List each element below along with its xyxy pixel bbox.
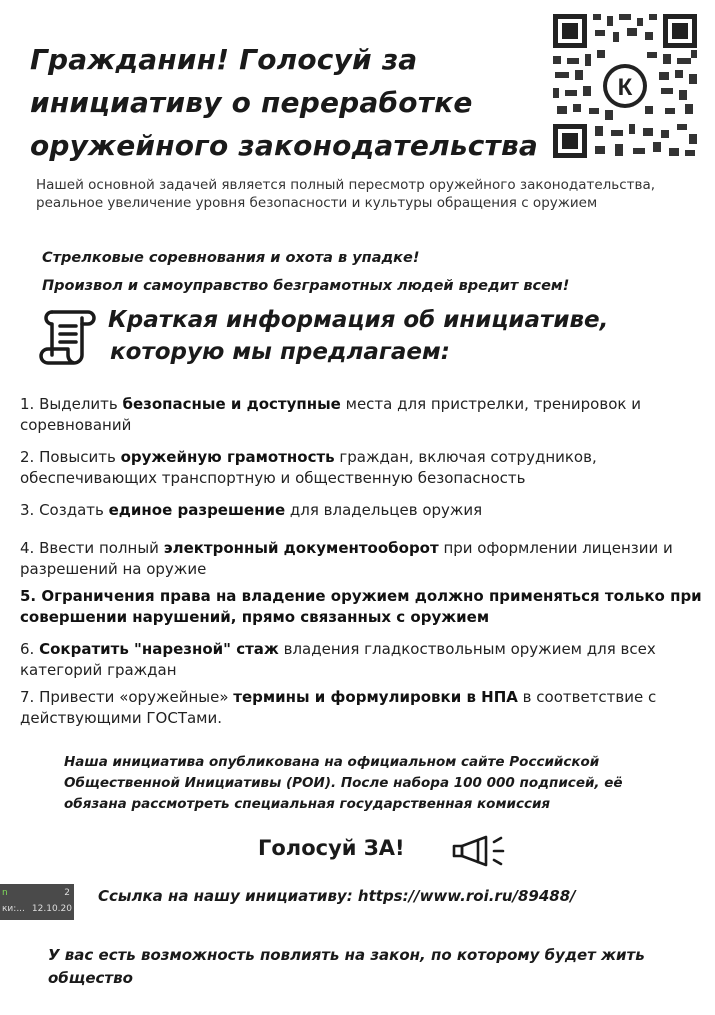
list-item: 6. Сократить "нарезной" стаж владения гладкоствольным оружием для всех категорий граждан [20, 640, 656, 679]
list-item: 3. Создать единое разрешение для владельцев оружия [20, 501, 483, 519]
list-item: 7. Привести «оружейные» термины и формулировки в НПА в соответствие с действующими ГОСТами. [20, 688, 657, 727]
mission-text: Нашей основной задачей является полный пересмотр оружейного законодательства, реальное увеличение уровня безопасности и культуры обращения с оружием [36, 177, 656, 211]
initiative-link[interactable]: Ссылка на нашу инициативу: https://www.roi.ru/89488/ [98, 887, 576, 905]
vote-call: Голосуй ЗА! [258, 836, 405, 860]
badge-count: 2 [64, 888, 70, 898]
megaphone-icon [448, 834, 512, 868]
list-item: 5. Ограничения права на владение оружием должно применяться только при совершении нарушений, прямо связанных с оружием [20, 587, 702, 626]
qr-code[interactable] [549, 10, 701, 162]
publication-note: Наша инициатива опубликована на официальном сайте Российской Общественной Инициативы (РОИ). После набора 100 000 подписей, её обязана рассмотреть специальная государственная комиссия [64, 754, 623, 812]
page-title [30, 38, 540, 167]
info-heading-line-2: которую мы предлагаем: [110, 339, 451, 365]
list-item: 2. Повысить оружейную грамотность граждан, включая сотрудников, обеспечивающих транспортную и общественную безопасность [20, 448, 597, 487]
slogan-1: Стрелковые соревнования и охота в упадке! [42, 250, 420, 266]
info-heading [108, 304, 688, 368]
title-line-3: оружейного законодательства [30, 129, 538, 162]
badge-date: 12.10.20 [31, 904, 72, 914]
qr-logo-letter: К [617, 74, 633, 101]
closing-text: У вас есть возможность повлиять на закон, по которому будет жить общество [48, 946, 645, 987]
notification-badge[interactable] [0, 884, 74, 920]
slogan-2: Произвол и самоуправство безграмотных людей вредит всем! [42, 278, 570, 294]
list-item: 4. Ввести полный электронный документооборот при оформлении лицензии и разрешений на оружие [20, 539, 673, 578]
scroll-document-icon [38, 307, 96, 369]
title-line-1: Гражданин! Голосуй за [30, 43, 418, 76]
badge-label: ки:... [2, 904, 25, 914]
info-heading-line-1: Краткая информация об инициативе, [108, 307, 609, 333]
title-line-2: инициативу о переработке [30, 86, 473, 119]
badge-green-text: n [2, 888, 8, 898]
slogans [42, 244, 692, 300]
initiative-list [20, 394, 705, 740]
list-item: 1. Выделить безопасные и доступные места для пристрелки, тренировок и соревнований [20, 395, 641, 434]
